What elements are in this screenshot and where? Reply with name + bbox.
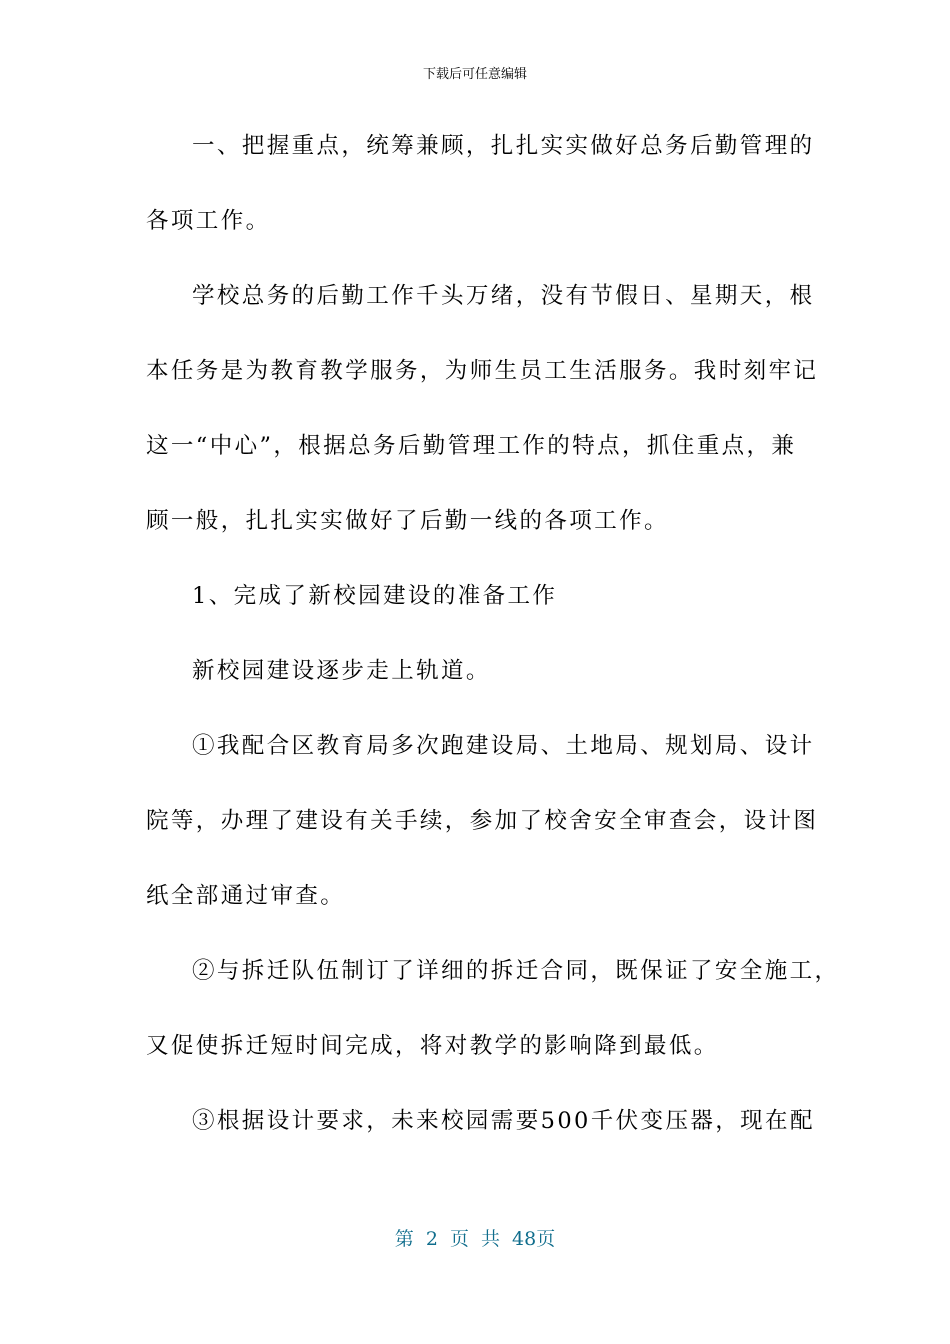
page-number-footer: 第 2 页 共 48页 — [394, 1228, 556, 1250]
paragraph-line: ①我配合区教育局多次跑建设局、土地局、规划局、设计 — [192, 733, 815, 759]
paragraph-line: 一、把握重点，统筹兼顾，扎扎实实做好总务后勤管理的 — [192, 133, 815, 159]
paragraph-line: 纸全部通过审查。 — [146, 883, 346, 909]
document-body — [146, 126, 840, 1176]
paragraph-line: 又促使拆迁短时间完成，将对教学的影响降到最低。 — [146, 1033, 719, 1059]
paragraph-line: 院等，办理了建设有关手续，参加了校舍安全审查会，设计图 — [146, 808, 819, 834]
paragraph-line: 各项工作。 — [146, 208, 271, 234]
paragraph-line: 新校园建设逐步走上轨道。 — [192, 658, 491, 684]
paragraph-line: ③根据设计要求，未来校园需要500千伏变压器，现在配 — [192, 1108, 815, 1134]
paragraph-line: 顾一般，扎扎实实做好了后勤一线的各项工作。 — [146, 508, 669, 534]
section-heading: 1、完成了新校园建设的准备工作 — [192, 583, 558, 609]
page-header: 下载后可任意编辑 — [422, 67, 527, 82]
paragraph-line: ②与拆迁队伍制订了详细的拆迁合同，既保证了安全施工， — [192, 958, 840, 984]
paragraph-line: 本任务是为教育教学服务，为师生员工生活服务。我时刻牢记 — [146, 358, 819, 384]
paragraph-line: 这一“中心”，根据总务后勤管理工作的特点，抓住重点，兼 — [146, 433, 797, 459]
paragraph-line: 学校总务的后勤工作千头万绪，没有节假日、星期天，根 — [192, 283, 815, 309]
